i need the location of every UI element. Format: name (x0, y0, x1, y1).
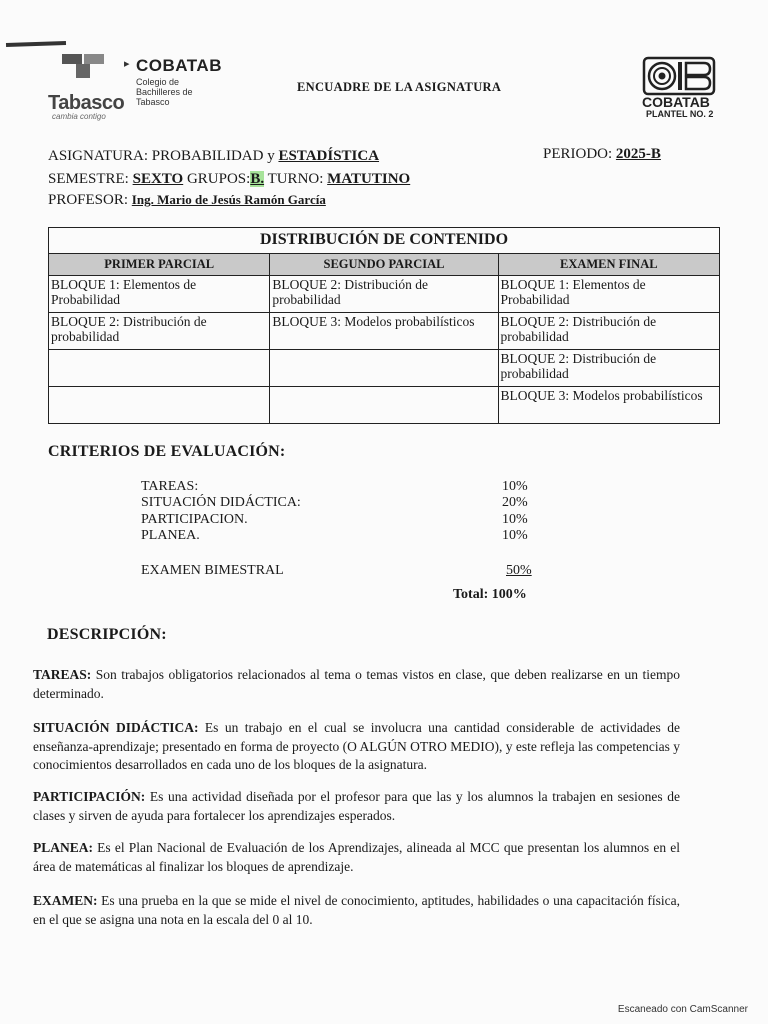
total-line (453, 587, 527, 603)
descripcion-title: DESCRIPCIÓN: (47, 626, 167, 643)
table-cell: BLOQUE 2: Distribución de probabilidad (498, 313, 719, 350)
desc-paragraph (33, 839, 680, 876)
profesor-label: PROFESOR: (48, 192, 129, 208)
table-cell: BLOQUE 1: Elementos de Probabilidad (49, 276, 270, 313)
grupos-value: B. (250, 171, 265, 187)
header-examen-final: EXAMEN FINAL (498, 254, 719, 276)
desc-text: Es un trabajo en el cual se involucra una cantidad considerable de actividades de enseñanza-aprendizaje; presentado en forma de proyecto (O ALGÚN OTRO MEDIO), y este refleja las competencias y conocimientos desarrollados en cada uno de los bloques de la asignatura. (33, 720, 680, 772)
table-row (49, 276, 720, 313)
header-segundo-parcial: SEGUNDO PARCIAL (270, 254, 498, 276)
table-cell: BLOQUE 1: Elementos de Probabilidad (498, 276, 719, 313)
periodo-label: PERIODO: (543, 146, 613, 162)
desc-term: TAREAS: (33, 667, 92, 682)
table-cell (270, 387, 498, 424)
table-cell: BLOQUE 2: Distribución de probabilidad (498, 350, 719, 387)
semestre-line (48, 171, 410, 188)
desc-term: EXAMEN: (33, 893, 98, 908)
table-row (49, 387, 720, 424)
cobatab-emblem-icon (642, 56, 716, 96)
desc-text: Es una actividad diseñada por el profesor para que las y los alumnos la trabajen en sesiones de clases y sirven de ayuda para fortalecer los aprendizajes esperados. (33, 789, 680, 823)
content-distribution-table (48, 227, 720, 424)
periodo-value: 2025-B (615, 146, 661, 162)
criterio-label: PARTICIPACION. (141, 512, 248, 527)
criterio-value: 10% (502, 528, 528, 543)
desc-text: Son trabajos obligatorios relacionados al tema o temas vistos en clase, que deben realizarse en un tiempo determinado. (33, 667, 680, 701)
desc-term: PARTICIPACIÓN: (33, 789, 146, 804)
criterio-label: EXAMEN BIMESTRAL (141, 563, 284, 578)
table-cell: BLOQUE 3: Modelos probabilísticos (498, 387, 719, 424)
table-row (49, 313, 720, 350)
turno-value: MATUTINO (327, 171, 411, 187)
bullet-icon: ▸ (124, 58, 130, 70)
logo-plantel: PLANTEL NO. 2 (646, 109, 714, 119)
desc-paragraph (33, 788, 680, 825)
criterio-label: PLANEA. (141, 528, 200, 543)
document-title: ENCUADRE DE LA ASIGNATURA (297, 80, 502, 94)
tabasco-logo-text: Tabasco (48, 92, 125, 114)
profesor-line (48, 192, 326, 209)
periodo-line (543, 146, 661, 163)
scanner-watermark: Escaneado con CamScanner (617, 1004, 748, 1015)
header-primer-parcial: PRIMER PARCIAL (49, 254, 270, 276)
scan-mark (6, 41, 66, 47)
profesor-value: Ing. Mario de Jesús Ramón García (131, 192, 326, 207)
table-cell: BLOQUE 2: Distribución de probabilidad (270, 276, 498, 313)
desc-paragraph (33, 892, 680, 929)
asignatura-line (48, 148, 379, 165)
total-label: Total: (453, 587, 489, 602)
tabasco-logo-icon (62, 54, 106, 78)
table-cell (49, 387, 270, 424)
criterio-value: 10% (502, 512, 528, 527)
grupos-label: GRUPOS: (186, 171, 251, 187)
table-cell (270, 350, 498, 387)
total-value: 100% (491, 587, 527, 602)
criterio-label: SITUACIÓN DIDÁCTICA: (141, 495, 301, 510)
semestre-label: SEMESTRE: (48, 171, 129, 187)
desc-paragraph (33, 719, 680, 775)
asignatura-label: ASIGNATURA: (48, 148, 149, 164)
desc-text: Es una prueba en la que se mide el nivel de conocimiento, aptitudes, habilidades o una capacitación física, en el que se asigna una nota en la escala del 0 al 10. (33, 893, 680, 927)
desc-term: SITUACIÓN DIDÁCTICA: (33, 720, 199, 735)
criterios-title: CRITERIOS DE EVALUACIÓN: (48, 443, 286, 460)
table-cell: BLOQUE 2: Distribución de probabilidad (49, 313, 270, 350)
desc-term: PLANEA: (33, 840, 93, 855)
semestre-value: SEXTO (132, 171, 184, 187)
table-cell (49, 350, 270, 387)
school-name: COBATAB (136, 56, 222, 75)
asignatura-value: PROBABILIDAD y (151, 148, 275, 164)
criterio-value: 50% (506, 563, 532, 578)
table-caption: DISTRIBUCIÓN DE CONTENIDO (49, 228, 720, 254)
logo-school-name: COBATAB (642, 94, 710, 110)
desc-paragraph (33, 666, 680, 703)
table-cell: BLOQUE 3: Modelos probabilísticos (270, 313, 498, 350)
criterio-label: TAREAS: (141, 479, 199, 494)
asignatura-value-underlined: ESTADÍSTICA (278, 148, 380, 164)
criterio-value: 10% (502, 479, 528, 494)
table-row (49, 350, 720, 387)
tabasco-slogan: cambia contigo (52, 112, 106, 121)
school-subtitle: Colegio de Bachilleres de Tabasco (136, 77, 193, 107)
turno-label: TURNO: (267, 171, 324, 187)
desc-text: Es el Plan Nacional de Evaluación de los Aprendizajes, alineada al MCC que presentan los alumnos en el área de matemáticas al finalizar los bloques de aprendizaje. (33, 840, 680, 874)
criterio-value: 20% (502, 495, 528, 510)
